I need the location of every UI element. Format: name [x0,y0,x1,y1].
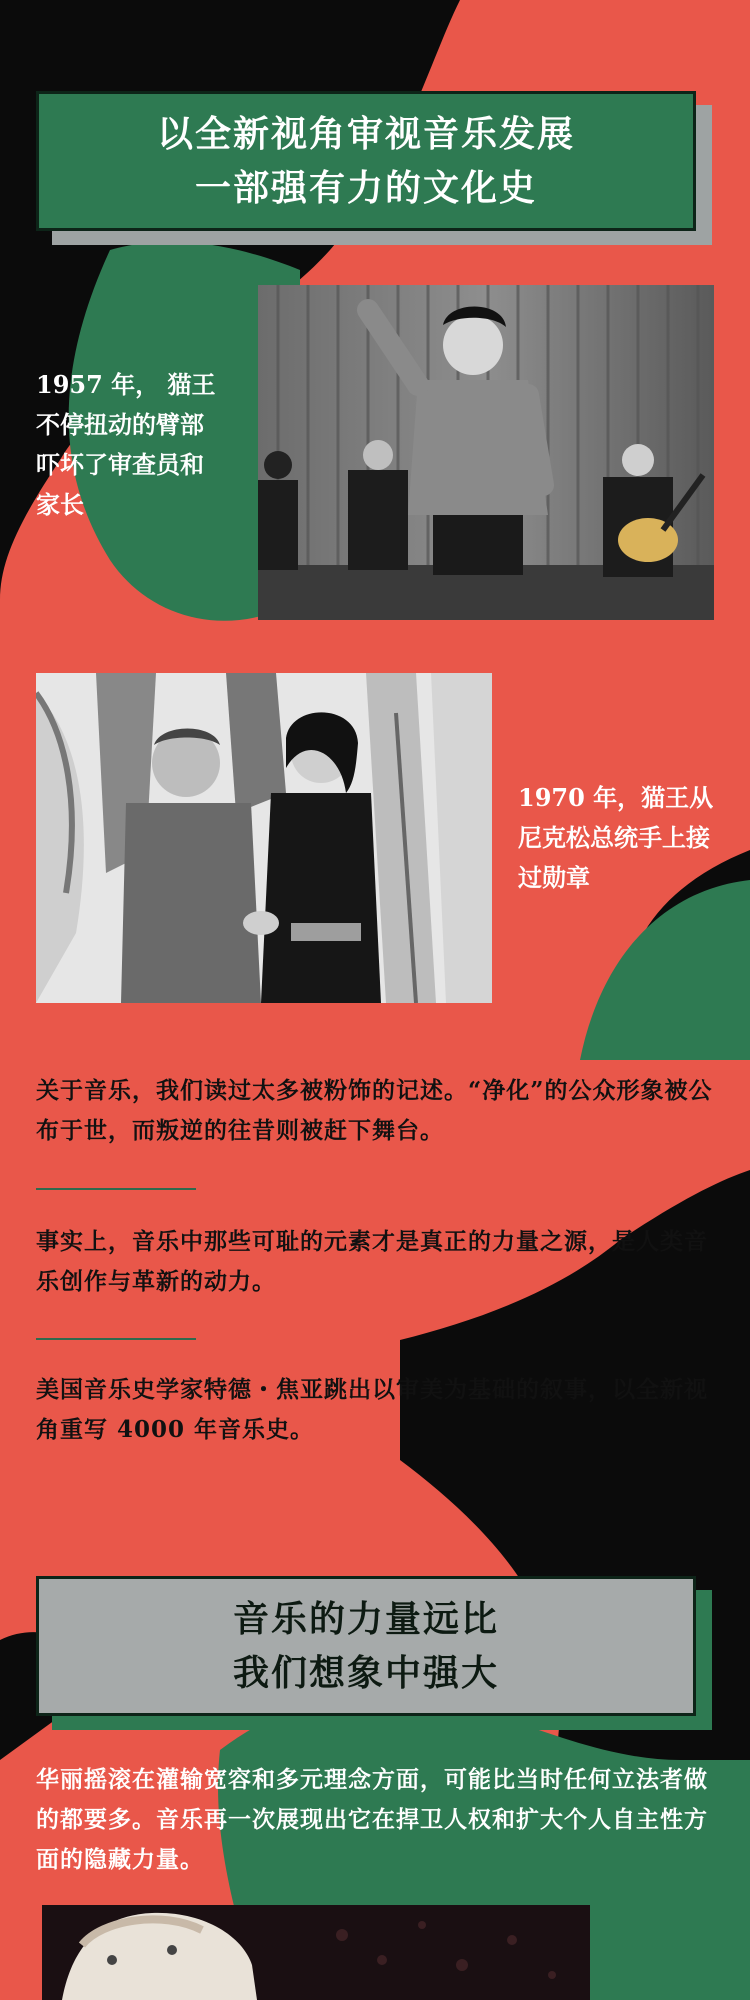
section2-title-line1: 音乐的力量远比 [232,1598,499,1640]
header-title-line2: 一部强有力的文化史 [194,167,537,209]
divider-2 [36,1338,196,1340]
paragraph-1: 关于音乐，我们读过太多被粉饰的记述。“净化”的公众形象被公布于世，而叛逆的往昔则被赶下舞台。 [36,1077,713,1144]
section2-title-line2: 我们想象中强大 [232,1652,499,1694]
section2-box [36,1576,696,1716]
divider-1 [36,1188,196,1190]
photo1-caption: 1957 年， 猫王不停扭动的臂部吓坏了审查员和家长 [36,370,216,519]
photo-elvis-nixon [36,673,492,1003]
photo2-caption: 1970 年，猫王从尼克松总统手上接过勋章 [518,783,714,892]
section2-body: 华丽摇滚在灌输宽容和多元理念方面，可能比当时任何立法者做的都要多。音乐再一次展现出它在捍卫人权和扩大个人自主性方面的隐藏力量。 [36,1766,708,1873]
photo-elvis-stage [258,285,714,620]
paragraph-3: 美国音乐史学家特德・焦亚跳出以审美为基础的叙事，以全新视角重写 4000 年音乐史。 [36,1376,708,1443]
header-box [36,91,696,231]
paragraph-2: 事实上，音乐中那些可耻的元素才是真正的力量之源，是人类音乐创作与革新的动力。 [36,1228,708,1295]
photo-bottom-performer [42,1905,590,2000]
header-title-line1: 以全新视角审视音乐发展 [156,113,575,155]
